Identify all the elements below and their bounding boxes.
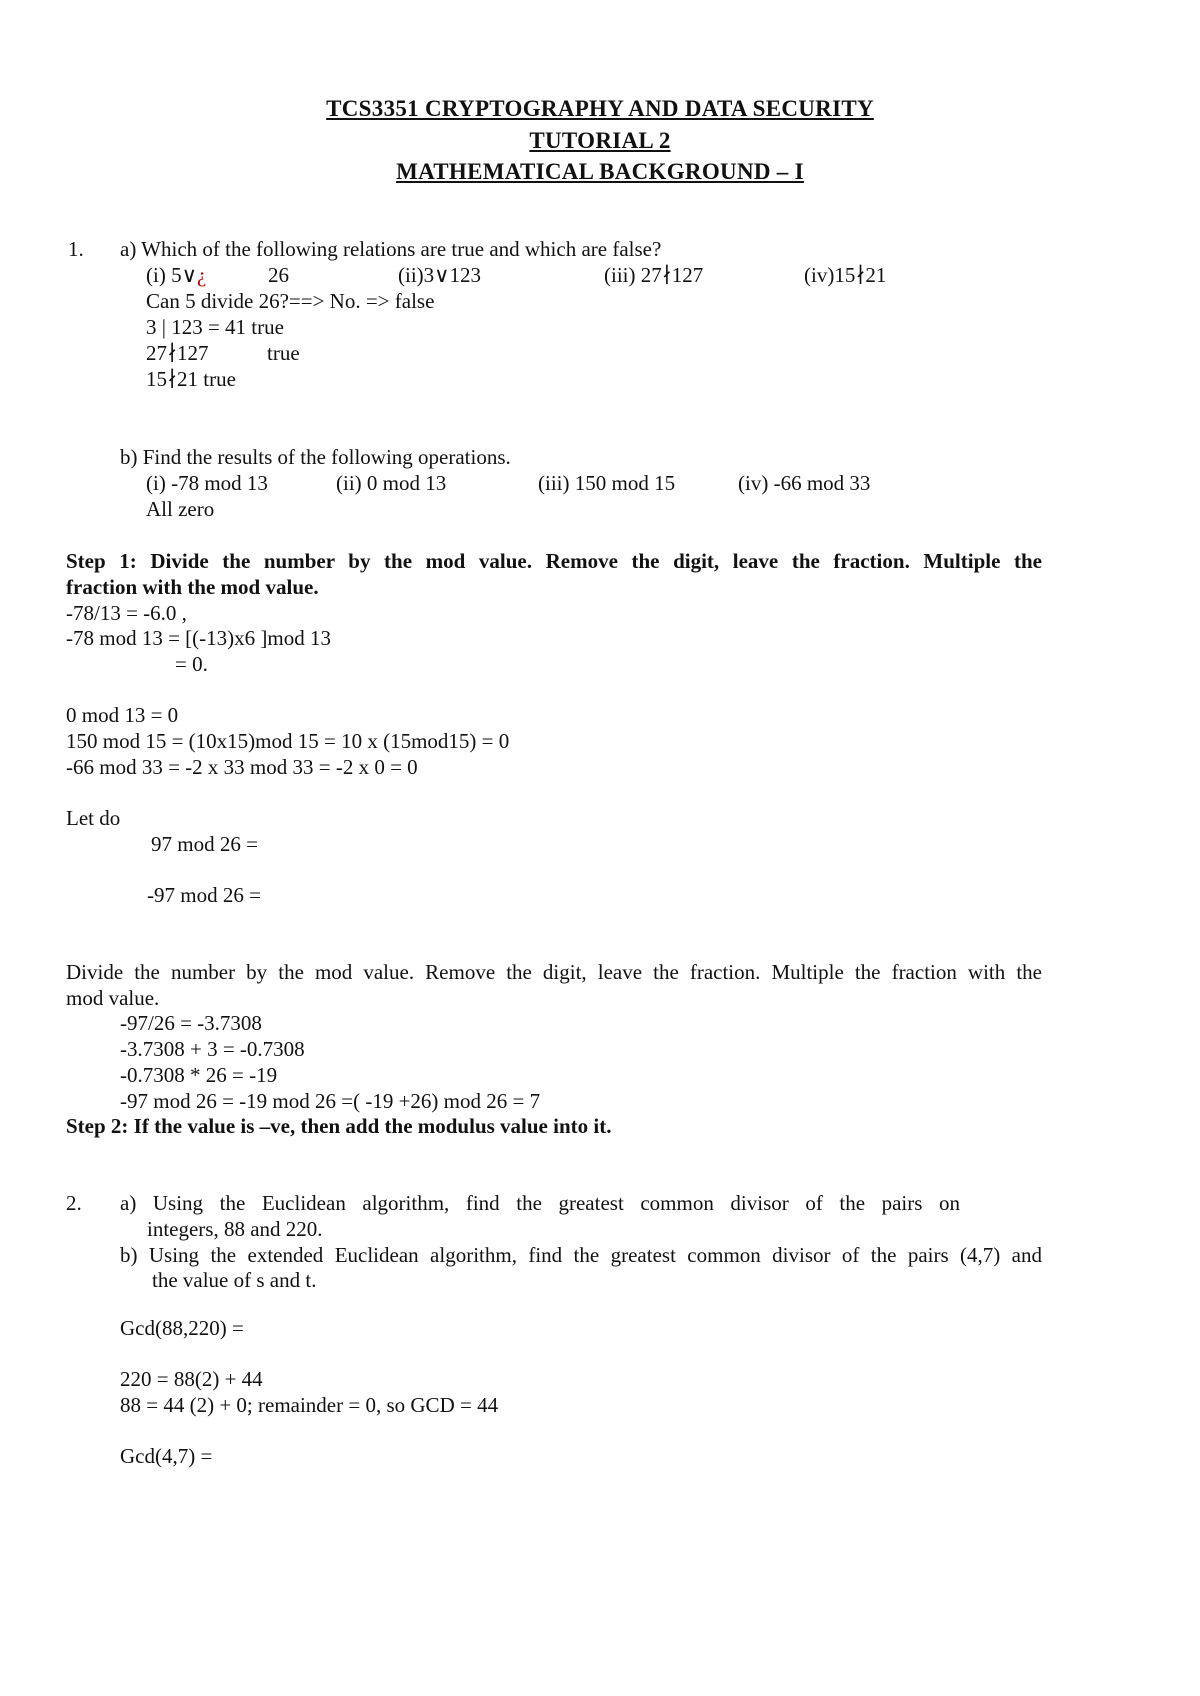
step-1-heading: Step 1: Divide the number by the mod value. Remove the digit, leave the fraction. Multiple the <box>66 549 1042 573</box>
question-2a-prompt: a) Using the Euclidean algorithm, find the greatest common divisor of the pairs on <box>120 1191 960 1215</box>
question-1b-prompt: b) Find the results of the following operations. <box>120 445 511 469</box>
operation-option-iv: (iv) -66 mod 33 <box>738 471 871 495</box>
gcd-work-line: 88 = 44 (2) + 0; remainder = 0, so GCD = 44 <box>120 1393 499 1417</box>
step-1-line: 150 mod 15 = (10x15)mod 15 = 10 x (15mod15) = 0 <box>66 729 510 753</box>
answer-line: 27∤127 <box>146 341 209 365</box>
gcd-work-line: Gcd(4,7) = <box>120 1444 213 1468</box>
question-2-number: 2. <box>66 1191 82 1215</box>
course-title: TCS3351 CRYPTOGRAPHY AND DATA SECURITY <box>326 96 874 121</box>
step-1-line: -66 mod 33 = -2 x 33 mod 33 = -2 x 0 = 0 <box>66 755 418 779</box>
relation-option-i-text: (i) 5∨ <box>146 263 197 287</box>
method-step: -0.7308 * 26 = -19 <box>120 1063 278 1087</box>
step-2-heading: Step 2: If the value is –ve, then add the modulus value into it. <box>66 1114 612 1138</box>
relation-option-i <box>146 262 206 288</box>
exercise-item: -97 mod 26 = <box>147 883 261 907</box>
unknown-glyph: ¿ <box>196 263 207 287</box>
step-1-line: -78/13 = -6.0 , <box>66 601 187 625</box>
method-step: -97 mod 26 = -19 mod 26 =( -19 +26) mod 26 = 7 <box>120 1089 541 1113</box>
gcd-work-line: Gcd(88,220) = <box>120 1316 244 1340</box>
question-2b-prompt-cont: the value of s and t. <box>152 1268 317 1292</box>
relation-option-iv: (iv)15∤21 <box>804 263 887 287</box>
exercise-item: 97 mod 26 = <box>151 832 258 856</box>
question-2b-prompt: b) Using the extended Euclidean algorithm, find the greatest common divisor of the pairs (4,7) and <box>120 1243 1042 1267</box>
tutorial-number: TUTORIAL 2 <box>529 128 671 153</box>
operation-option-ii: (ii) 0 mod 13 <box>336 471 447 495</box>
method-description-cont: mod value. <box>66 986 160 1010</box>
method-step: -3.7308 + 3 = -0.7308 <box>120 1037 305 1061</box>
relation-option-i-value: 26 <box>268 263 289 287</box>
operation-option-iii: (iii) 150 mod 15 <box>538 471 676 495</box>
topic-title: MATHEMATICAL BACKGROUND – I <box>396 159 804 184</box>
question-1-number: 1. <box>68 237 84 261</box>
answer-line: 3 | 123 = 41 true <box>146 315 284 339</box>
step-1-heading-cont: fraction with the mod value. <box>66 575 319 599</box>
relation-option-iii: (iii) 27∤127 <box>604 263 704 287</box>
step-1-line: -78 mod 13 = [(-13)x6 ]mod 13 <box>66 626 331 650</box>
operation-option-i: (i) -78 mod 13 <box>146 471 268 495</box>
method-step: -97/26 = -3.7308 <box>120 1011 262 1035</box>
question-1a-prompt: a) Which of the following relations are true and which are false? <box>120 237 662 261</box>
answer-line: true <box>267 341 300 365</box>
question-2a-prompt-cont: integers, 88 and 220. <box>147 1217 323 1241</box>
step-1-line: 0 mod 13 = 0 <box>66 703 179 727</box>
step-1-line: = 0. <box>175 652 208 676</box>
relation-option-ii: (ii)3∨123 <box>398 263 482 287</box>
let-do-label: Let do <box>66 806 121 830</box>
answer-line: 15∤21 true <box>146 367 236 391</box>
operation-answer: All zero <box>146 497 215 521</box>
gcd-work-line: 220 = 88(2) + 44 <box>120 1367 263 1391</box>
method-description: Divide the number by the mod value. Remove the digit, leave the fraction. Multiple the fraction with the <box>66 960 1042 984</box>
answer-line: Can 5 divide 26?==> No. => false <box>146 289 435 313</box>
